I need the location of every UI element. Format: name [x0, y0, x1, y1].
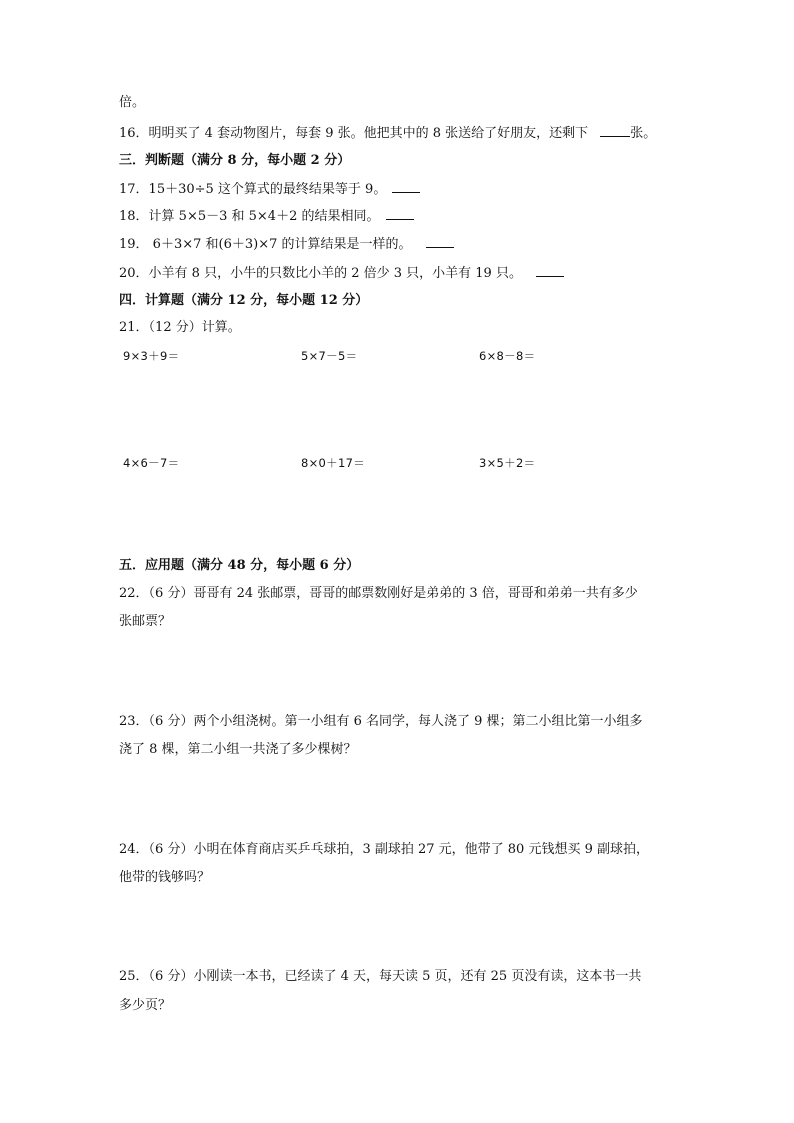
- answer-blank-18[interactable]: [386, 207, 414, 220]
- question-21: 21．（12 分）计算。: [119, 320, 241, 335]
- continued-text: 倍。: [119, 95, 146, 110]
- question-22-line-1: 22．（6 分）哥哥有 24 张邮票，哥哥的邮票数刚好是弟弟的 3 倍，哥哥和弟弟一共有多少: [119, 586, 638, 601]
- question-20: [119, 264, 564, 283]
- question-19-text: 19． 6＋3×7 和(6＋3)×7 的计算结果是一样的。: [119, 237, 412, 252]
- question-23-line-1: 23．（6 分）两个小组浇树。第一小组有 6 名同学，每人浇了 9 棵；第二小组比第一小组多: [119, 714, 643, 729]
- answer-blank-17[interactable]: [392, 180, 420, 193]
- question-24-line-2: 他带的钱够吗？: [119, 870, 211, 885]
- question-17-text: 17．15＋30÷5 这个算式的最终结果等于 9。: [119, 182, 387, 197]
- question-16: [119, 124, 656, 143]
- section-3-heading: 三．判断题（满分 8 分，每小题 2 分）: [119, 153, 351, 168]
- question-16-text: 16．明明买了 4 套动物图片，每套 9 张。他把其中的 8 张送给了好朋友，还剩下: [119, 126, 589, 141]
- calc-expression-2: 5×7－5＝: [301, 349, 358, 363]
- answer-blank-20[interactable]: [536, 264, 564, 277]
- question-23-line-2: 浇了 8 棵，第二小组一共浇了多少棵树？: [119, 742, 357, 757]
- calc-expression-5: 8×0＋17＝: [301, 456, 366, 470]
- question-24-line-1: 24．（6 分）小明在体育商店买乒乓球拍，3 副球拍 27 元，他带了 80 元钱想买 9 副球拍，: [119, 842, 649, 857]
- calc-expression-3: 6×8－8＝: [479, 349, 536, 363]
- section-5-heading: 五．应用题（满分 48 分，每小题 6 分）: [119, 558, 360, 573]
- question-25-line-1: 25．（6 分）小刚读一本书，已经读了 4 天，每天读 5 页，还有 25 页没有读，这本书一共: [119, 969, 642, 984]
- answer-blank-19[interactable]: [426, 235, 454, 248]
- calc-expression-1: 9×3＋9＝: [123, 349, 180, 363]
- question-17: [119, 180, 420, 199]
- section-4-heading: 四．计算题（满分 12 分，每小题 12 分）: [119, 293, 369, 308]
- calc-expression-6: 3×5＋2＝: [479, 456, 536, 470]
- question-22-line-2: 张邮票？: [119, 614, 172, 629]
- question-20-text: 20．小羊有 8 只，小牛的只数比小羊的 2 倍少 3 只，小羊有 19 只。: [119, 266, 522, 281]
- question-19: [119, 235, 454, 254]
- calc-expression-4: 4×6－7＝: [123, 456, 180, 470]
- question-18-text: 18．计算 5×5－3 和 5×4＋2 的结果相同。: [119, 209, 380, 224]
- answer-blank-16[interactable]: [600, 124, 630, 137]
- question-18: [119, 207, 414, 226]
- question-16-unit: 张。: [630, 126, 657, 141]
- question-25-line-2: 多少页？: [119, 998, 172, 1013]
